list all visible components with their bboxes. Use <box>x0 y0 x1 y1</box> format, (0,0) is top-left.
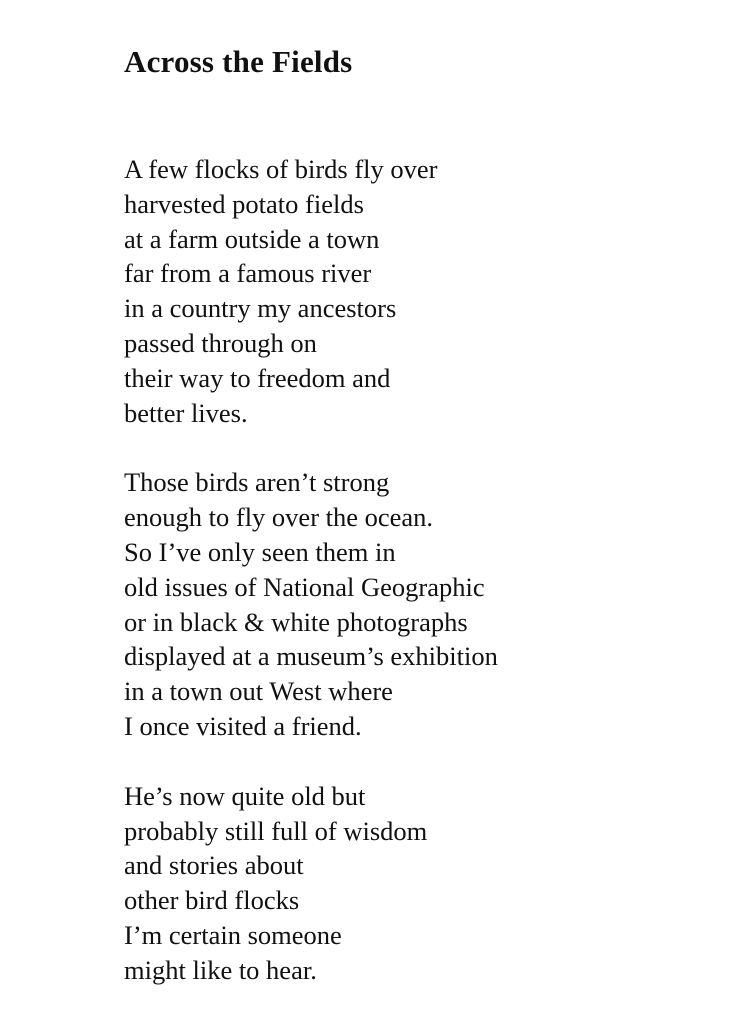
poem-line: might like to hear. <box>124 954 317 985</box>
poem-line: in a town out West where <box>124 676 393 707</box>
poem-page <box>124 40 724 1023</box>
stanza-2 <box>124 465 724 743</box>
poem-line: harvested potato fields <box>124 188 364 219</box>
poem-title: Across the Fields <box>124 44 353 79</box>
poem-line: probably still full of wisdom <box>124 815 428 846</box>
poem-line: passed through on <box>124 327 317 358</box>
poem-line: So I’ve only seen them in <box>124 536 396 567</box>
poem-line: He’s now quite old but <box>124 780 366 811</box>
poem-body <box>124 152 724 988</box>
poem-line: Those birds aren’t strong <box>124 467 390 498</box>
poem-line: far from a famous river <box>124 258 372 289</box>
stanza-3 <box>124 779 724 988</box>
poem-line: better lives. <box>124 397 248 428</box>
poem-line: enough to fly over the ocean. <box>124 502 434 533</box>
poem-line: I’m certain someone <box>124 919 342 950</box>
poem-line: and stories about <box>124 850 304 881</box>
stanza-1 <box>124 152 724 430</box>
poem-line: A few flocks of birds fly over <box>124 154 438 184</box>
poem-line: or in black & white photographs <box>124 606 468 637</box>
poem-line: in a country my ancestors <box>124 293 397 324</box>
poem-line: their way to freedom and <box>124 362 391 393</box>
poem-line: displayed at a museum’s exhibition <box>124 641 498 672</box>
poem-line: other bird flocks <box>124 885 300 916</box>
poem-line: old issues of National Geographic <box>124 571 485 602</box>
poem-line: I once visited a friend. <box>124 710 362 741</box>
poem-line: at a farm outside a town <box>124 223 380 254</box>
